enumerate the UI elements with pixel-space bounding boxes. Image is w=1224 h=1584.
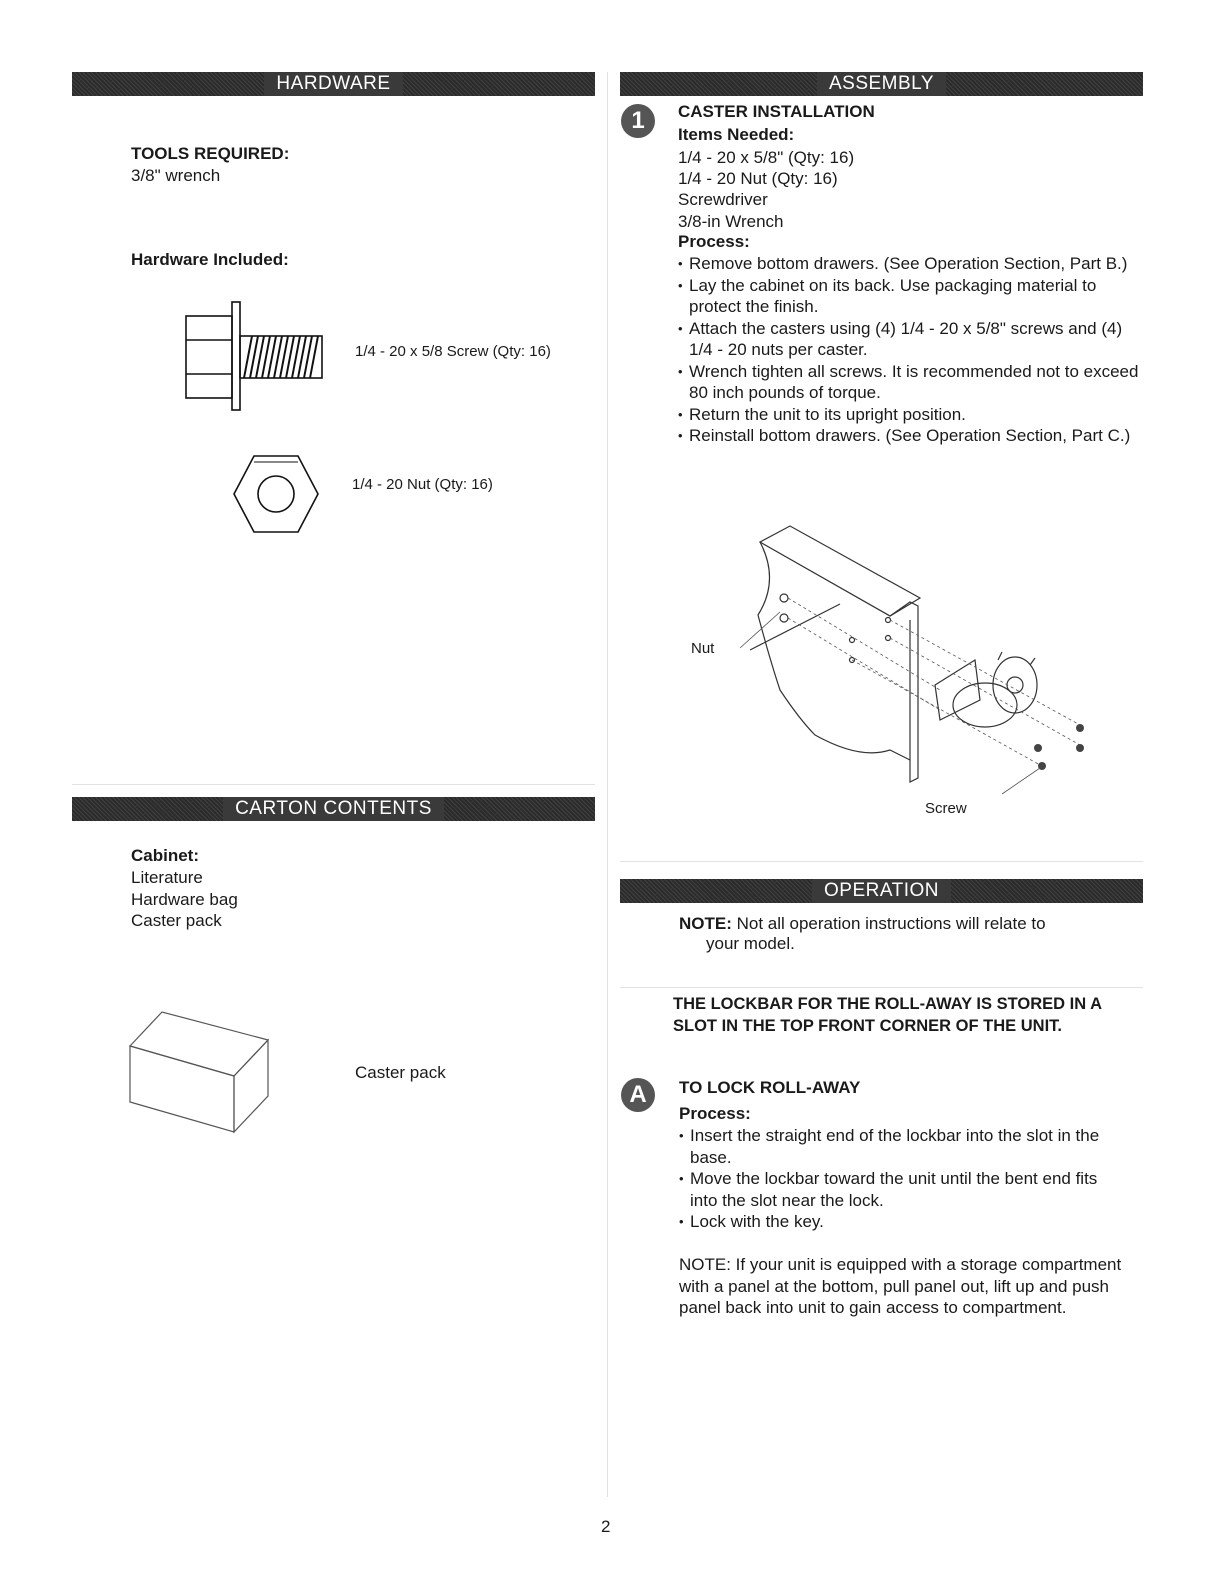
items-needed-item: 1/4 - 20 Nut (Qty: 16): [678, 169, 838, 188]
assembly-step: • Reinstall bottom drawers. (See Operation Section, Part C.): [678, 425, 1140, 447]
lock-step: • Move the lockbar toward the unit until the bent end fits into the slot near the lock.: [679, 1168, 1119, 1211]
step-a-badge: A: [621, 1078, 655, 1112]
nut-label: 1/4 - 20 Nut (Qty: 16): [352, 476, 493, 493]
screw-label: 1/4 - 20 x 5/8 Screw (Qty: 16): [355, 343, 551, 360]
screw-illustration: [180, 298, 330, 413]
lock-steps-list: [679, 1125, 1119, 1233]
operation-note: [679, 913, 1046, 935]
items-needed-heading: Items Needed:: [678, 125, 795, 144]
process-heading: Process:: [678, 232, 750, 251]
caster-installation-diagram: [740, 520, 1100, 800]
carton-header: [72, 797, 595, 821]
lock-rollaway-title: TO LOCK ROLL-AWAY: [679, 1078, 861, 1097]
tools-required-heading: TOOLS REQUIRED:: [131, 144, 290, 163]
figure-screw-label: Screw: [925, 800, 967, 817]
right-divider-1: [620, 861, 1143, 862]
caster-installation-title: CASTER INSTALLATION: [678, 102, 875, 121]
page-number: 2: [601, 1517, 611, 1536]
operation-header: [620, 879, 1143, 903]
hardware-title: HARDWARE: [264, 72, 402, 96]
carton-item: Literature: [131, 868, 203, 887]
carton-title: CARTON CONTENTS: [223, 797, 444, 821]
hardware-included-heading: Hardware Included:: [131, 250, 289, 269]
operation-note-text-2: your model.: [706, 934, 795, 953]
assembly-step: • Return the unit to its upright position.: [678, 404, 1140, 426]
assembly-title: ASSEMBLY: [817, 72, 946, 96]
lockbar-line-1: THE LOCKBAR FOR THE ROLL-AWAY IS STORED IN A: [673, 995, 1103, 1013]
nut-illustration: [230, 452, 322, 536]
assembly-step: • Wrench tighten all screws. It is recommended not to exceed 80 inch pounds of torque.: [678, 361, 1140, 404]
carton-item: Hardware bag: [131, 890, 238, 909]
left-divider: [72, 784, 595, 785]
cabinet-heading: Cabinet:: [131, 846, 199, 865]
items-needed-item: 1/4 - 20 x 5/8" (Qty: 16): [678, 148, 855, 167]
figure-nut-label: Nut: [691, 640, 715, 657]
lock-step: • Lock with the key.: [679, 1211, 1119, 1233]
assembly-step: • Remove bottom drawers. (See Operation Section, Part B.): [678, 253, 1140, 275]
carton-item: Caster pack: [131, 911, 222, 930]
assembly-header: [620, 72, 1143, 96]
right-divider-2: [620, 987, 1143, 988]
operation-title: OPERATION: [812, 879, 951, 903]
caster-pack-label: Caster pack: [355, 1063, 446, 1082]
assembly-step: • Attach the casters using (4) 1/4 - 20 x 5/8" screws and (4) 1/4 - 20 nuts per caster.: [678, 318, 1140, 361]
lock-process-heading: Process:: [679, 1104, 751, 1123]
operation-note-text: Not all operation instructions will relate to: [731, 914, 1046, 933]
lock-step: • Insert the straight end of the lockbar into the slot in the base.: [679, 1125, 1119, 1168]
items-needed-item: Screwdriver: [678, 190, 768, 209]
operation-note-label: NOTE:: [679, 914, 732, 933]
caster-pack-box-illustration: [128, 1010, 270, 1134]
storage-compartment-note: NOTE: If your unit is equipped with a storage compartment with a panel at the bottom, pull panel out, lift up and push panel back into unit to gain access to compartment.: [679, 1255, 1122, 1317]
items-needed-item: 3/8-in Wrench: [678, 212, 784, 231]
lockbar-line-2: SLOT IN THE TOP FRONT CORNER OF THE UNIT.: [673, 1017, 1062, 1035]
assembly-step: • Lay the cabinet on its back. Use packaging material to protect the finish.: [678, 275, 1140, 318]
column-divider: [607, 72, 608, 1497]
step-1-badge: 1: [621, 104, 655, 138]
assembly-steps-list: [678, 253, 1140, 447]
hardware-header: [72, 72, 595, 96]
tools-required-item: 3/8" wrench: [131, 166, 221, 185]
